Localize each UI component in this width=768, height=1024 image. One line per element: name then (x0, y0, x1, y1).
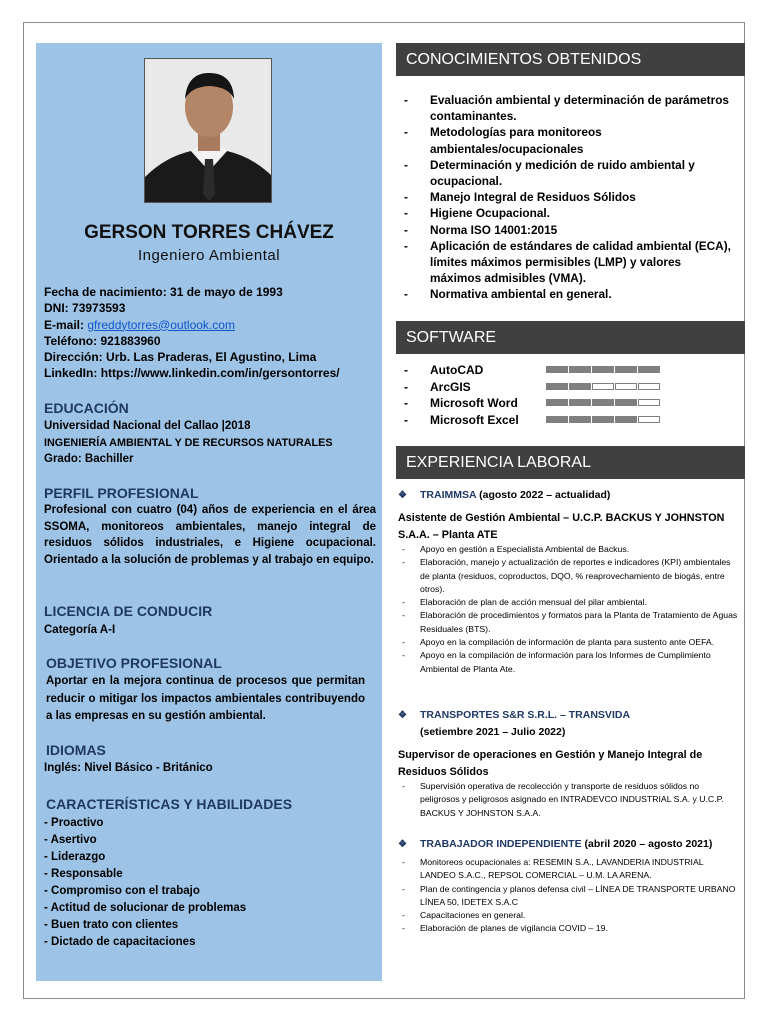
skill-item: - Responsable (44, 868, 123, 880)
skill-item: - Dictado de capacitaciones (44, 936, 196, 948)
job-dates: (setiembre 2021 – Julio 2022) (420, 726, 566, 738)
job-header (398, 836, 738, 853)
software-name: Microsoft Word (430, 396, 518, 410)
software-item (404, 362, 734, 379)
license-text: Categoría A-I (44, 624, 116, 636)
software-name: AutoCAD (430, 363, 484, 377)
birth-label: Fecha de nacimiento: (44, 285, 167, 299)
level-segment (592, 366, 614, 373)
birth-row (44, 284, 376, 300)
level-segment (638, 399, 660, 406)
duty-item: - Apoyo en la compilación de información de planta para sustento ante OEFA. (398, 636, 738, 649)
contact-info (44, 284, 376, 382)
skill-level-meter (546, 399, 660, 406)
email-label: E-mail: (44, 317, 85, 332)
objective-text: Aportar en la mejora continua de procesos que permitan reducir o mitigar los impactos ambientales contribuyendo a las empresas en su gestión ambiental. (46, 675, 365, 722)
dni-label: DNI: (44, 301, 69, 316)
level-segment (615, 416, 637, 423)
level-segment (546, 416, 568, 423)
level-segment (592, 399, 614, 406)
level-segment (615, 383, 637, 390)
job-duties (398, 856, 738, 936)
software-item (404, 412, 734, 429)
profile-text: Profesional con cuatro (04) años de experiencia en el área SSOMA, monitoreos ambientales, manejo integral de residuos sólidos industriales, e Higiene ocupacional. Orientado a la solución de problemas y al trabajo en equipo. (44, 504, 376, 566)
education-heading: EDUCACIÓN (44, 400, 129, 416)
duty-item: - Supervisión operativa de recolección y transporte de residuos sólidos no peligrosos y peligrosos asignado en INTRADEVCO INDUSTRIAL S.A. y U.C.P. BACKUS Y JOHNSTON S.A.A. (398, 780, 738, 820)
linkedin-value: https://www.linkedin.com/in/gersontorres/ (100, 366, 340, 381)
linkedin-label: LinkedIn: (44, 366, 98, 381)
job-dates: (agosto 2022 – actualidad) (479, 489, 611, 501)
dni-row (44, 300, 376, 316)
address-value: Urb. Las Praderas, El Agustino, Lima (106, 350, 317, 365)
level-segment (638, 366, 660, 373)
education-degree: INGENIERÍA AMBIENTAL Y DE RECURSOS NATURALES (44, 436, 333, 449)
address-label: Dirección: (44, 350, 103, 365)
skill-item: - Liderazgo (44, 851, 106, 863)
software-item (404, 395, 734, 412)
software-item (404, 379, 734, 396)
software-name: ArcGIS (430, 379, 471, 394)
level-segment (569, 416, 591, 423)
level-segment (638, 416, 660, 423)
phone-value: 921883960 (100, 333, 161, 348)
software-heading: SOFTWARE (396, 321, 745, 354)
level-segment (569, 399, 591, 406)
experience-heading: EXPERIENCIA LABORAL (396, 446, 745, 479)
license-heading: LICENCIA DE CONDUCIR (44, 603, 213, 619)
phone-row (44, 333, 376, 349)
profile-heading: PERFIL PROFESIONAL (44, 485, 199, 501)
address-row (44, 349, 376, 365)
level-segment (638, 383, 660, 390)
knowledge-item: - Manejo Integral de Residuos Sólidos (404, 189, 734, 205)
profile-photo (144, 58, 272, 203)
level-segment (592, 416, 614, 423)
level-segment (546, 399, 568, 406)
software-name: Microsoft Excel (430, 412, 519, 427)
level-segment (546, 366, 568, 373)
candidate-role: Ingeniero Ambiental (137, 247, 281, 264)
knowledge-item: - Evaluación ambiental y determinación de parámetros contaminantes. (404, 92, 734, 124)
job-header (398, 487, 738, 504)
job-company: TRANSPORTES S&R S.R.L. – TRANSVIDA (420, 709, 631, 721)
duty-item: - Elaboración de planes de vigilancia COVID – 19. (398, 922, 738, 935)
job-entry (398, 487, 738, 676)
education-block (44, 418, 376, 468)
skill-item: - Actitud de solucionar de problemas (44, 902, 247, 914)
languages-heading: IDIOMAS (46, 742, 106, 758)
candidate-name: GERSON TORRES CHÁVEZ (84, 222, 334, 243)
duty-item: - Apoyo en la compilación de información para los Informes de Cumplimiento Ambiental de Planta Ate. (398, 649, 738, 676)
level-segment (615, 399, 637, 406)
duty-item: - Monitoreos ocupacionales a: RESEMIN S.A., LAVANDERIA INDUSTRIAL LANDEO S.A.C., REPSOL COMERCIAL – U.M. LA ARENA. (398, 856, 738, 883)
languages-text: Inglés: Nivel Básico - Británico (44, 762, 213, 774)
software-list (404, 362, 734, 428)
duty-item: - Capacitaciones en general. (398, 909, 738, 922)
dni-value: 73973593 (72, 301, 126, 316)
job-dates: (abril 2020 – agosto 2021) (584, 838, 713, 850)
knowledge-item: - Metodologías para monitoreos ambientales/ocupacionales (404, 124, 734, 156)
knowledge-item: - Higiene Ocupacional. (404, 205, 734, 221)
knowledge-item: - Normativa ambiental en general. (404, 286, 734, 302)
knowledge-item: - Determinación y medición de ruido ambiental y ocupacional. (404, 157, 734, 189)
skill-item: - Proactivo (44, 817, 104, 829)
skill-item: - Compromiso con el trabajo (44, 885, 200, 897)
job-entry (398, 836, 738, 936)
level-segment (569, 383, 591, 390)
phone-label: Teléfono: (44, 333, 98, 348)
skill-item: - Asertivo (44, 834, 97, 846)
knowledge-item: - Norma ISO 14001:2015 (404, 222, 734, 238)
objective-heading: OBJETIVO PROFESIONAL (46, 655, 222, 671)
job-entry (398, 707, 738, 820)
level-segment (615, 366, 637, 373)
birth-value: 31 de mayo de 1993 (170, 285, 283, 299)
duty-item: - Elaboración, manejo y actualización de reportes e indicadores (KPI) ambientales de planta (residuos, coproductos, DQO, % reaprovechamiento de biogás, entre otros). (398, 556, 738, 596)
skill-level-meter (546, 416, 660, 423)
duty-item: - Elaboración de plan de acción mensual del pilar ambiental. (398, 596, 738, 609)
skills-list (44, 815, 376, 951)
knowledge-list (404, 92, 734, 303)
job-position: Asistente de Gestión Ambiental – U.C.P. BACKUS Y JOHNSTON S.A.A. – Planta ATE (398, 512, 725, 541)
job-header (398, 707, 738, 741)
education-school: Universidad Nacional del Callao |2018 (44, 420, 251, 432)
duty-item: - Plan de contingencia y planos defensa civil – LÍNEA DE TRANSPORTE URBANO LÍNEA 50, IDETEX S.A.C (398, 883, 738, 910)
diamond-bullet-icon: ❖ (398, 839, 407, 850)
diamond-bullet-icon: ❖ (398, 490, 407, 501)
level-segment (592, 383, 614, 390)
job-position: Supervisor de operaciones en Gestión y Manejo Integral de Residuos Sólidos (398, 749, 703, 778)
job-duties (398, 543, 738, 676)
skill-level-meter (546, 366, 660, 373)
job-company: TRAIMMSA (420, 489, 477, 501)
job-duties (398, 780, 738, 820)
job-company: TRABAJADOR INDEPENDIENTE (420, 838, 582, 850)
duty-item: - Apoyo en gestión a Especialista Ambiental de Backus. (398, 543, 738, 556)
linkedin-row (44, 365, 376, 381)
skills-heading: CARACTERÍSTICAS Y HABILIDADES (46, 796, 293, 812)
duty-item: - Elaboración de procedimientos y formatos para la Planta de Tratamiento de Aguas Residuales (BTS). (398, 609, 738, 636)
email-link[interactable]: gfreddytorres@outlook.com (87, 317, 235, 332)
skill-level-meter (546, 383, 660, 390)
skill-item: - Buen trato con clientes (44, 919, 179, 931)
education-grade: Grado: Bachiller (44, 453, 134, 465)
diamond-bullet-icon: ❖ (398, 710, 407, 721)
level-segment (546, 383, 568, 390)
level-segment (569, 366, 591, 373)
knowledge-heading: CONOCIMIENTOS OBTENIDOS (396, 43, 745, 76)
email-row (44, 317, 376, 333)
knowledge-item: - Aplicación de estándares de calidad ambiental (ECA), límites máximos permisibles (LMP) y valores máximos admisibles (VMA). (404, 238, 734, 287)
